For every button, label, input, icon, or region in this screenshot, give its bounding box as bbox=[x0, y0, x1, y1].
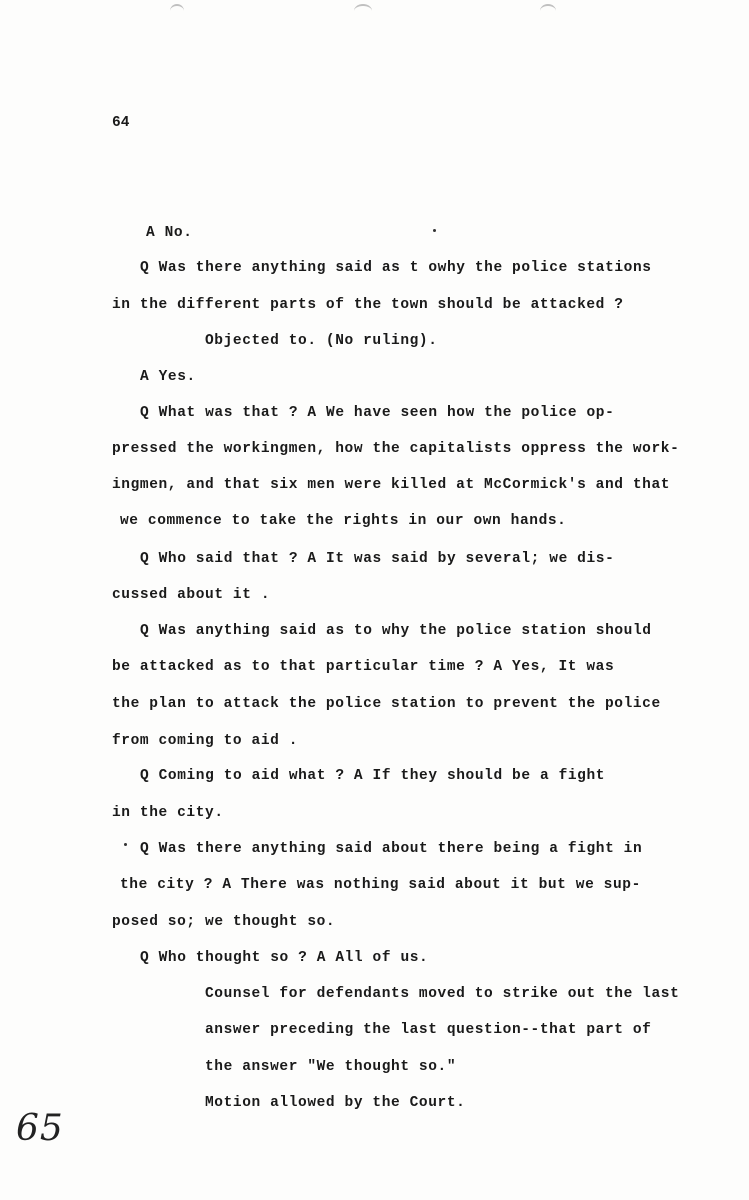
text-line: the plan to attack the police station to prevent the police bbox=[112, 696, 661, 712]
text-line: Q Coming to aid what ? A If they should be a fight bbox=[140, 768, 606, 784]
text-line: Q Was there anything said as t owhy the police stations bbox=[140, 260, 652, 276]
text-line: Q Was anything said as to why the police station should bbox=[140, 623, 652, 639]
text-line: answer preceding the last question--that part of bbox=[205, 1022, 652, 1038]
text-line: in the city. bbox=[112, 805, 224, 821]
text-line: Q Was there anything said about there being a fight in bbox=[140, 841, 643, 857]
text-line: cussed about it . bbox=[112, 587, 271, 603]
text-line: Q What was that ? A We have seen how the police op- bbox=[140, 405, 615, 421]
text-line: we commence to take the rights in our own hands. bbox=[120, 513, 567, 529]
text-line: from coming to aid . bbox=[112, 733, 299, 749]
text-line: ingmen, and that six men were killed at McCormick's and that bbox=[112, 477, 671, 493]
ink-speck bbox=[124, 843, 127, 846]
binding-mark-center bbox=[354, 4, 372, 18]
text-line: the answer "We thought so." bbox=[205, 1059, 457, 1075]
page-number: 64 bbox=[112, 115, 130, 131]
text-line: Motion allowed by the Court. bbox=[205, 1095, 466, 1111]
text-line: posed so; we thought so. bbox=[112, 914, 336, 930]
text-line: pressed the workingmen, how the capitalists oppress the work- bbox=[112, 441, 680, 457]
handwritten-page-number: 65 bbox=[16, 1108, 64, 1149]
text-line: Q Who said that ? A It was said by several; we dis- bbox=[140, 551, 615, 567]
text-line: A Yes. bbox=[140, 369, 196, 385]
text-line: Counsel for defendants moved to strike out the last bbox=[205, 986, 680, 1002]
text-line: the city ? A There was nothing said about it but we sup- bbox=[120, 877, 641, 893]
text-line: Q Who thought so ? A All of us. bbox=[140, 950, 429, 966]
text-line: Objected to. (No ruling). bbox=[205, 333, 438, 349]
binding-mark-right bbox=[540, 4, 556, 18]
binding-mark-left bbox=[170, 4, 184, 18]
text-line: be attacked as to that particular time ? A Yes, It was bbox=[112, 659, 615, 675]
ink-speck bbox=[433, 229, 436, 232]
text-line: in the different parts of the town should be attacked ? bbox=[112, 297, 624, 313]
text-line: A No. bbox=[146, 225, 193, 241]
